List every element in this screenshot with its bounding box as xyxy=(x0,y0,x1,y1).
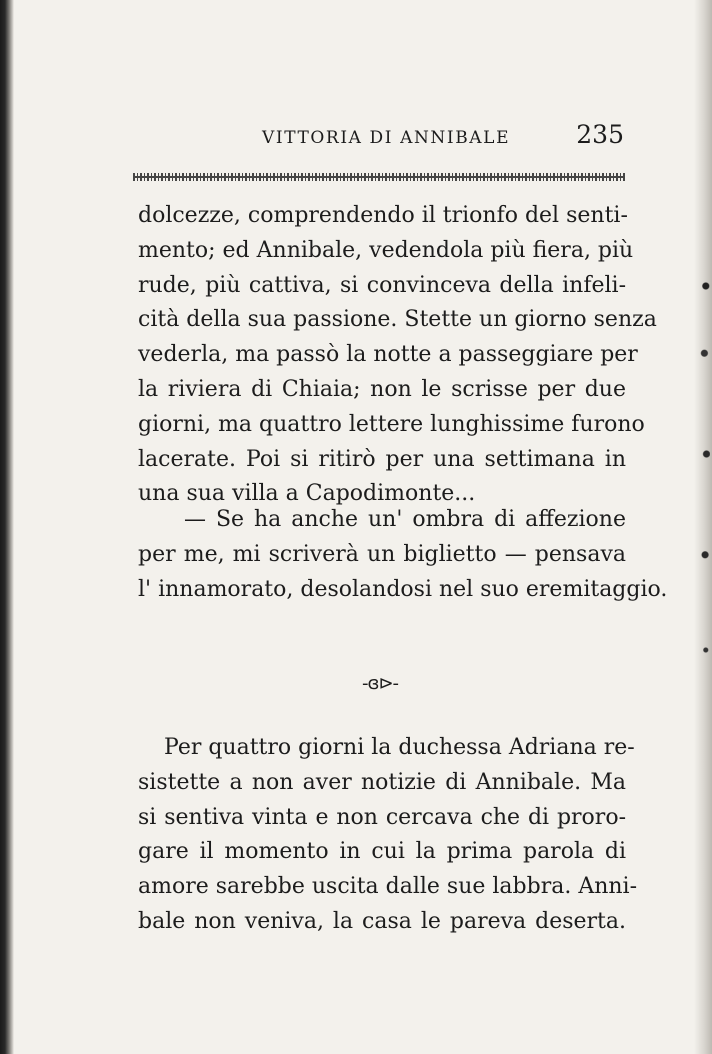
text-line: rude, più cattiva, si convinceva della infeli- xyxy=(138,272,626,298)
paragraph-2 xyxy=(138,503,668,607)
page-right-edge xyxy=(694,0,712,1054)
text-line: si sentiva vinta e non cercava che di proro- xyxy=(138,804,626,830)
text-line: amore sarebbe uscita dalle sue labbra. Anni- xyxy=(138,874,638,900)
text-line: gare il momento in cui la prima parola di xyxy=(138,839,626,865)
text-line: — Se ha anche un' ombra di affezione xyxy=(184,507,626,532)
text-line: lacerate. Poi si ritirò per una settimana in xyxy=(138,446,626,472)
text-line: per me, mi scriverà un biglietto — pensava xyxy=(138,541,626,567)
section-divider-ornament: -ɞ⊳- xyxy=(362,673,399,694)
text-line: cità della sua passione. Stette un giorno senza xyxy=(138,307,657,333)
text-line: la riviera di Chiaia; non le scrisse per due xyxy=(138,376,626,402)
text-line: mento; ed Annibale, vedendola più fiera, più xyxy=(138,237,634,263)
text-line: dolcezze, comprendendo il trionfo del senti- xyxy=(138,203,628,228)
text-line: giorni, ma quattro lettere lunghissime furono xyxy=(138,411,645,437)
paragraph-3 xyxy=(138,731,638,940)
text-line: vederla, ma passò la notte a passeggiare per xyxy=(138,342,638,368)
edge-marks xyxy=(696,230,710,790)
text-line: sistette a non aver notizie di Annibale. Ma xyxy=(138,769,626,795)
text-line: Per quattro giorni la duchessa Adriana re- xyxy=(164,735,635,760)
page-header xyxy=(134,120,624,152)
page-binding-edge xyxy=(0,0,14,1054)
running-title: VITTORIA DI ANNIBALE xyxy=(262,128,511,148)
text-line: bale non veniva, la casa le pareva deserta. xyxy=(138,908,626,934)
text-line: una sua villa a Capodimonte... xyxy=(138,481,476,507)
page-number: 235 xyxy=(576,120,624,149)
paragraph-1 xyxy=(138,199,657,512)
text-line: l' innamorato, desolandosi nel suo eremitaggio. xyxy=(138,576,668,602)
ornamental-rule xyxy=(133,173,625,181)
